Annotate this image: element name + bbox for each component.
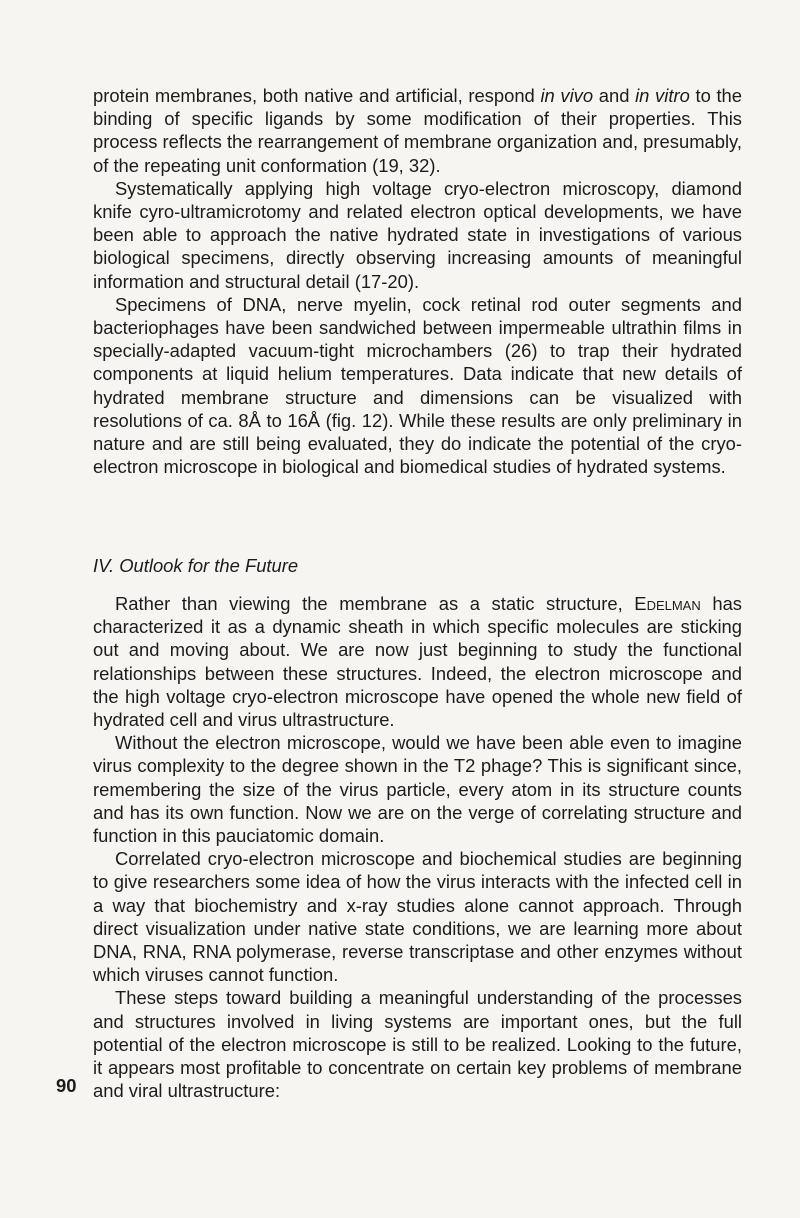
paragraph-text: has characterized it as a dynamic sheath in which specific molecules are sticking out and moving about. We are now just beginning to study the functional relationships between these structures. Indeed, the electron microscope and the high voltage cryo-electron microscope have opened the whole new field of hydrated cell and virus ultrastructure. [93,593,742,731]
section-heading: IV. Outlook for the Future [93,555,299,576]
paragraph-cryo-microscopy: Systematically applying high voltage cryo-electron microscopy, diamond knife cyro-ultramicrotomy and related electron optical developments, we have been able to approach the native hydrated state in investigations of various biological specimens, directly observing increasing amounts of meaningful information and structural detail (17-20). [93,177,742,292]
paragraph-text: and [593,85,636,106]
paragraph-future-steps: These steps toward building a meaningful understanding of the processes and structures involved in living systems are important ones, but the full potential of the electron microscope is still to be realized. Looking to the future, it appears most profitable to concentrate on certain key problems of membrane and viral ultrastructure: [93,987,742,1102]
top-text-block [93,84,742,478]
italic-term-in-vivo: in vivo [540,85,594,106]
paragraph-virus-complexity: Without the electron microscope, would we have been able even to imagine virus complexity to the degree shown in the T2 phage? This is significant since, remembering the size of the virus particle, every atom in its structure counts and has its own function. Now we are on the verge of correlating structure and function in this pauciatomic domain. [93,732,742,847]
page-number: 90 [56,1075,77,1096]
italic-term-in-vitro: in vitro [635,85,690,106]
author-name-edelman: Edelman [634,593,701,614]
paragraph-correlated-studies: Correlated cryo-electron microscope and biochemical studies are beginning to give researchers some idea of how the virus interacts with the infected cell in a way that biochemistry and x-ray studies alone cannot approach. Through direct visualization under native state conditions, we are learning more about DNA, RNA, RNA polymerase, reverse transcriptase and other enzymes without which viruses cannot function. [93,848,742,986]
paragraph-specimens: Specimens of DNA, nerve myelin, cock retinal rod outer segments and bacteriophages have been sandwiched between impermeable ultrathin films in specially-adapted vacuum-tight microchambers (26) to trap their hydrated components at liquid helium temperatures. Data indicate that new details of hydrated membrane structure and dimensions can be visualized with resolutions of ca. 8Å to 16Å (fig. 12). While these results are only preliminary in nature and are still being evaluated, they do indicate the potential of the cryo-electron microscope in biological and biomedical studies of hydrated systems. [93,293,742,478]
paragraph-dynamic-sheath [93,592,742,731]
paragraph-text: Rather than viewing the membrane as a static structure, [115,593,635,614]
paragraph-membrane-response [93,84,742,177]
paragraph-text: protein membranes, both native and artificial, respond [93,85,541,106]
paragraph-text: to the binding of specific ligands by some modification of their properties. This process reflects the rearrangement of membrane organization and, presumably, of the repeating unit conformation (19, 32). [93,85,743,176]
bottom-text-block [93,592,742,1102]
